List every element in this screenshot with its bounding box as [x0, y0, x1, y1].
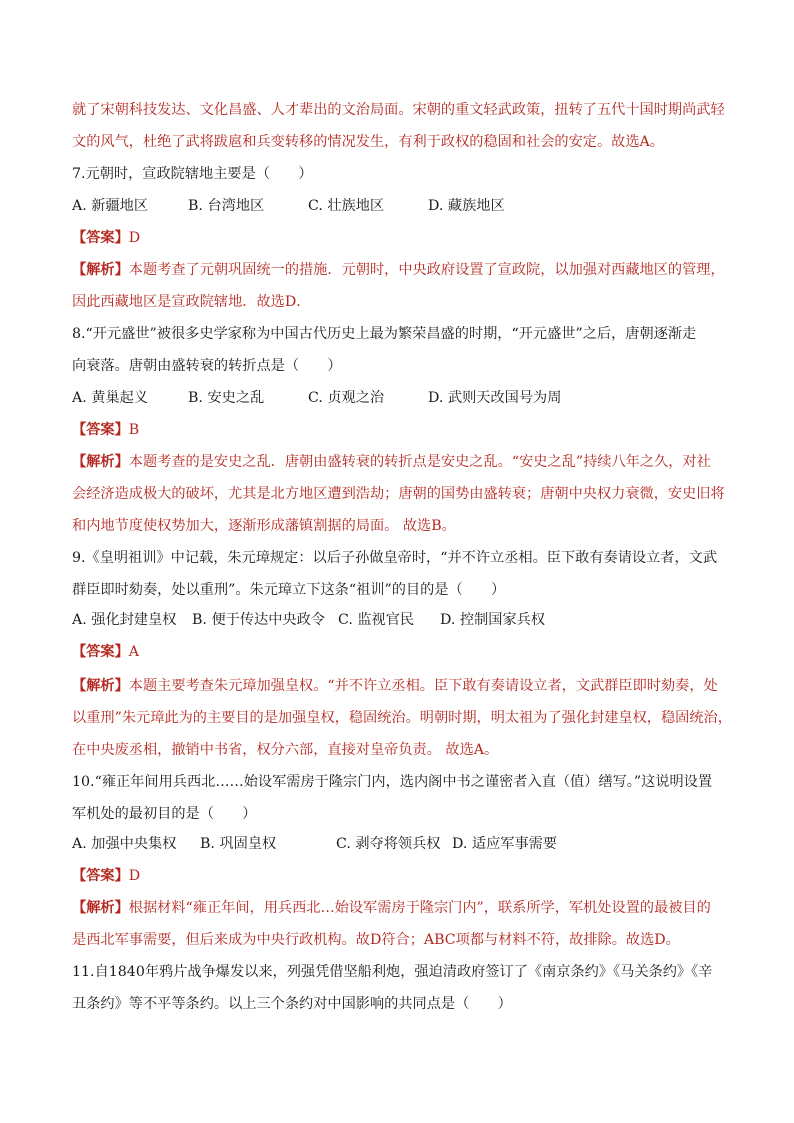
analysis-text: 在中央废丞相，撤销中书省，权分六部，直接对皇帝负责。 故选A。: [72, 742, 499, 758]
option-b: B. 巩固皇权: [200, 836, 277, 852]
option-a: A. 新疆地区: [72, 198, 149, 214]
analysis-text: 是西北军事需要，但后来成为中央行政机构。故D符合；ABC项都与材料不符，故排除。故选D。: [72, 932, 680, 948]
question-10-stem: 10.“雍正年间用兵西北……始设军需房于隆宗门内，选内阁中书之谨密者入直（值）缮写。”这说明设置: [72, 774, 713, 790]
answer-line: [72, 420, 139, 440]
answer-value: A: [128, 644, 140, 660]
question-10-stem: 军机处的最初目的是（ ）: [72, 806, 257, 822]
option-b: B. 台湾地区: [188, 198, 265, 214]
question-11-stem: 丑条约》等不平等条约。以上三个条约对中国影响的共同点是（ ）: [72, 996, 512, 1012]
option-c: C. 壮族地区: [308, 198, 385, 214]
option-c: C. 监视官民: [338, 612, 415, 628]
analysis-text: 因此西藏地区是宣政院辖地．故选D．: [72, 294, 311, 310]
option-d: D. 控制国家兵权: [440, 612, 546, 628]
analysis-text: 根据材料“雍正年间，用兵西北…始设军需房于隆宗门内”，联系所学，军机处设置的最被目的: [128, 900, 711, 916]
option-a: A. 加强中央集权: [72, 836, 177, 852]
answer-value: B: [128, 422, 140, 438]
intro-line: 就了宋朝科技发达、文化昌盛、人才辈出的文治局面。宋朝的重文轻武政策，扭转了五代十国时期尚武轻: [72, 102, 725, 118]
analysis-line: [72, 898, 711, 918]
analysis-text: 以重刑”朱元璋此为的主要目的是加强皇权，稳固统治。明朝时期，明太祖为了强化封建皇权，稳固统治，: [72, 710, 732, 726]
question-9-stem: 9.《皇明祖训》中记载，朱元璋规定：以后子孙做皇帝时，“并不许立丞相。臣下敢有奏请设立者，文武: [72, 550, 718, 566]
analysis-text: 和内地节度使权势加大，逐渐形成藩镇割据的局面。 故选B。: [72, 518, 456, 534]
option-b: B. 便于传达中央政令: [192, 612, 325, 628]
option-a: A. 强化封建皇权: [72, 612, 177, 628]
analysis-text: 会经济造成极大的破坏，尤其是北方地区遭到浩劫；唐朝的国势由盛转衰；唐朝中央权力衰微，安史旧将: [72, 486, 725, 502]
option-b: B. 安史之乱: [188, 390, 265, 406]
answer-line: [72, 866, 140, 886]
answer-tag: 【答案】: [72, 868, 129, 884]
question-8-stem: 8.“开元盛世”被很多史学家称为中国古代历史上最为繁荣昌盛的时期，“开元盛世”之后，唐朝逐渐走: [72, 326, 697, 342]
answer-value: D: [128, 868, 141, 884]
answer-tag: 【答案】: [72, 230, 129, 246]
answer-line: [72, 642, 139, 662]
analysis-line: [72, 260, 725, 280]
answer-tag: 【答案】: [72, 422, 129, 438]
analysis-text: 本题考查的是安史之乱．唐朝由盛转衰的转折点是安史之乱。“安史之乱”持续八年之久，对社: [128, 454, 711, 470]
analysis-tag: 【解析】: [72, 678, 129, 694]
answer-value: D: [128, 230, 141, 246]
question-7-stem: 7.元朝时，宣政院辖地主要是（ ）: [72, 166, 313, 182]
option-d: D. 适应军事需要: [452, 836, 558, 852]
answer-tag: 【答案】: [72, 644, 129, 660]
analysis-tag: 【解析】: [72, 262, 129, 278]
question-11-stem: 11.自1840年鸦片战争爆发以来，列强凭借坚船利炮，强迫清政府签订了《南京条约》《马关条约》《辛: [72, 964, 713, 980]
answer-line: [72, 228, 140, 248]
intro-line: 文的风气，杜绝了武将跋扈和兵变转移的情况发生，有利于政权的稳固和社会的安定。故选A。: [72, 134, 664, 150]
analysis-tag: 【解析】: [72, 900, 129, 916]
question-8-stem: 向衰落。唐朝由盛转衰的转折点是（ ）: [72, 358, 342, 374]
analysis-line: [72, 676, 718, 696]
question-9-stem: 群臣即时劾奏，处以重刑”。朱元璋立下这条“祖训”的目的是（ ）: [72, 582, 506, 598]
option-d: D. 武则天改国号为周: [428, 390, 562, 406]
option-c: C. 贞观之治: [308, 390, 385, 406]
analysis-tag: 【解析】: [72, 454, 129, 470]
analysis-text: 本题考查了元朝巩固统一的措施．元朝时，中央政府设置了宣政院，以加强对西藏地区的管理，: [128, 262, 725, 278]
option-a: A. 黄巢起义: [72, 390, 149, 406]
analysis-line: [72, 452, 711, 472]
option-c: C. 剥夺将领兵权: [336, 836, 441, 852]
analysis-text: 本题主要考查朱元璋加强皇权。“并不许立丞相。臣下敢有奏请设立者，文武群臣即时劾奏，处: [128, 678, 718, 694]
option-d: D. 藏族地区: [428, 198, 505, 214]
